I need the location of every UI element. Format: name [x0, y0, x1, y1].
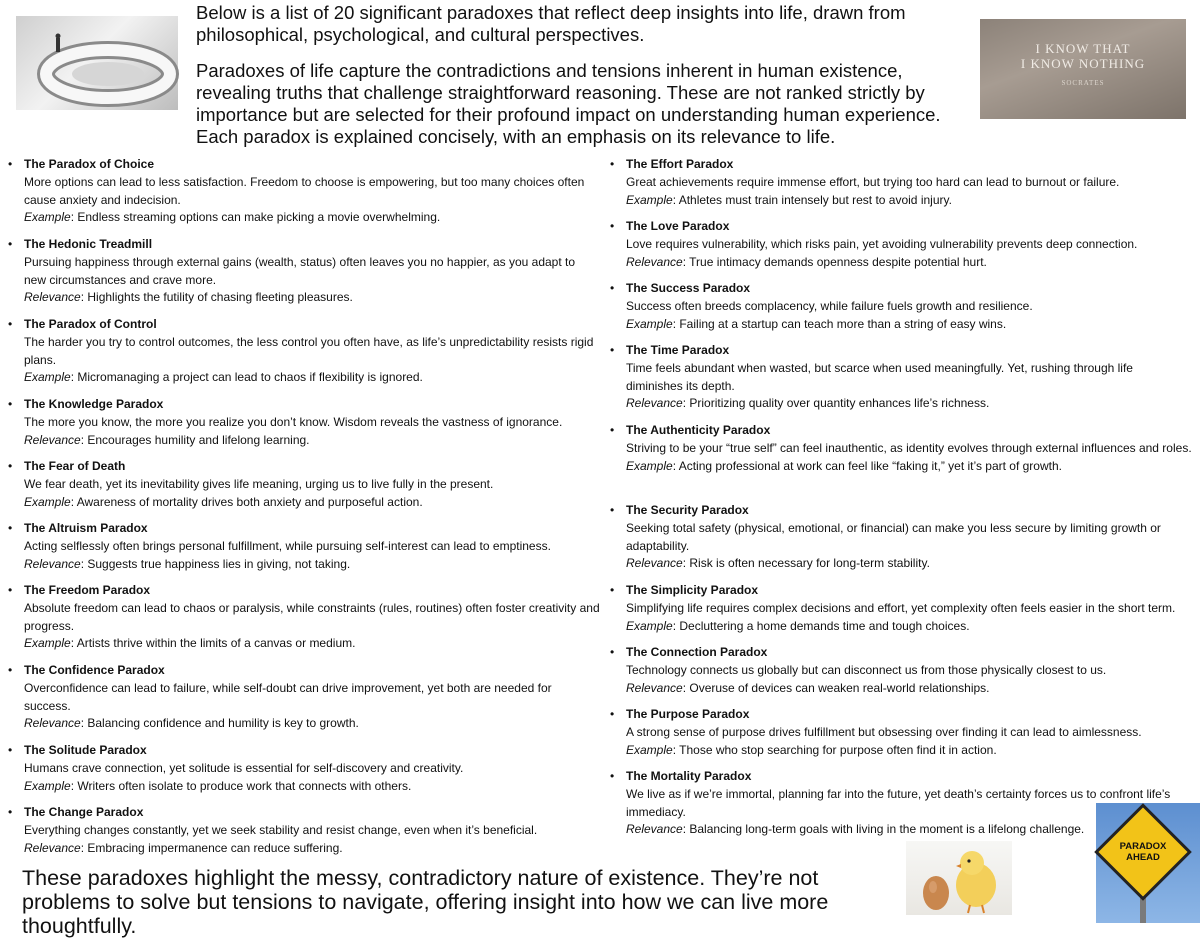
paradox-title: • The Connection Paradox [626, 645, 768, 659]
paradox-title: • The Mortality Paradox [626, 769, 752, 783]
paradox-note: : Suggests true happiness lies in giving, not taking. [80, 556, 351, 571]
paradox-title: • The Freedom Paradox [24, 583, 151, 597]
egg-chick-icon [906, 841, 1012, 915]
paradox-note: : Embracing impermanence can reduce suffering. [80, 840, 343, 855]
paradox-note-label: Relevance [626, 680, 683, 695]
paradox-item [8, 156, 600, 236]
paradox-title: • The Confidence Paradox [24, 663, 165, 677]
intro-line-1: Below is a list of 20 significant paradoxes that reflect deep insights into life, drawn from philosophical, psychological, and cultural perspectives. [196, 2, 906, 45]
paradox-note-label: Example [626, 618, 673, 633]
paradox-note: : Acting professional at work can feel like “faking it,” yet it’s part of growth. [672, 458, 1062, 473]
paradox-note-label: Relevance [626, 822, 683, 837]
paradox-note-label: Relevance [24, 290, 81, 305]
paradox-ahead-sign-image [1096, 803, 1200, 923]
paradox-note-label: Example [626, 458, 673, 473]
paradox-note-label: Example [24, 370, 71, 385]
paradox-note: : Awareness of mortality drives both anxiety and purposeful action. [70, 494, 423, 509]
spiral-illustration [16, 16, 178, 110]
paradox-title: • The Effort Paradox [626, 157, 734, 171]
paradox-description: More options can lead to less satisfaction. Freedom to choose is empowering, but too many choices often cause anxiety and indecision. [24, 174, 585, 207]
paradox-title: • The Change Paradox [24, 805, 144, 819]
paradox-title: • The Fear of Death [24, 459, 126, 473]
paradox-note-label: Relevance [24, 556, 81, 571]
paradox-title: • The Paradox of Control [24, 317, 157, 331]
paradox-description: Overconfidence can lead to failure, while self-doubt can drive improvement, yet both are needed for success. [24, 680, 552, 713]
paradox-note-label: Relevance [626, 254, 683, 269]
paradox-note-label: Relevance [24, 716, 81, 731]
paradox-description: Time feels abundant when wasted, but scarce when used meaningfully. Yet, rushing through life diminishes its depth. [626, 360, 1133, 393]
paradox-note-label: Relevance [626, 396, 683, 411]
paradox-item [610, 502, 1192, 582]
warning-sign-icon [1096, 803, 1200, 923]
paradox-description: The more you know, the more you realize you don’t know. Wisdom reveals the vastness of ignorance. [24, 414, 563, 429]
socrates-stone-image [980, 19, 1186, 119]
paradox-item [8, 582, 600, 662]
paradox-item [8, 662, 600, 742]
closing-statement: These paradoxes highlight the messy, contradictory nature of existence. They’re not problems to solve but tensions to navigate, offering insight into how we can live more thoughtfully. [22, 866, 829, 938]
paradox-description: The harder you try to control outcomes, the less control you often have, as life’s unpredictability resists rigid plans. [24, 334, 594, 367]
paradox-description: We fear death, yet its inevitability gives life meaning, urging us to live fully in the present. [24, 476, 494, 491]
paradox-title: • The Knowledge Paradox [24, 397, 164, 411]
paradox-note: : Encourages humility and lifelong learning. [80, 432, 310, 447]
paradox-item [610, 280, 1192, 342]
paradox-note-label: Example [626, 192, 673, 207]
intro-text [196, 2, 976, 162]
paradox-description: Absolute freedom can lead to chaos or paralysis, while constraints (rules, routines) often foster creativity and progress. [24, 600, 600, 633]
paradox-item [610, 156, 1192, 218]
paradox-note-label: Example [24, 636, 71, 651]
paradox-title: • The Hedonic Treadmill [24, 237, 153, 251]
paradox-note: : Artists thrive within the limits of a canvas or medium. [70, 636, 356, 651]
paradox-item [8, 458, 600, 520]
paradox-description: Great achievements require immense effort, but trying too hard can lead to burnout or failure. [626, 174, 1120, 189]
paradox-title: • The Purpose Paradox [626, 707, 750, 721]
paradox-note: : Prioritizing quality over quantity enhances life’s richness. [682, 396, 990, 411]
paradox-description: Acting selflessly often brings personal fulfillment, while pursuing self-interest can lead to emptiness. [24, 538, 551, 553]
paradox-description: Pursuing happiness through external gains (wealth, status) often leaves you no happier, as you adapt to new circumstances and crave more. [24, 254, 576, 287]
paradox-title: • The Simplicity Paradox [626, 583, 759, 597]
paradox-item [610, 644, 1192, 706]
stone-inscription: I KNOW THAT I KNOW NOTHING [1020, 41, 1146, 71]
paradox-note: : True intimacy demands openness despite potential hurt. [682, 254, 987, 269]
paradox-title: • The Altruism Paradox [24, 521, 148, 535]
paradox-note: : Overuse of devices can weaken real-world relationships. [682, 680, 990, 695]
paradox-note-label: Relevance [24, 432, 81, 447]
paradox-note-label: Example [626, 316, 673, 331]
paradox-item [8, 316, 600, 396]
paradox-note: : Highlights the futility of chasing fleeting pleasures. [80, 290, 353, 305]
paradox-list-left [8, 156, 600, 860]
paradox-item [610, 706, 1192, 768]
paradox-note: : Endless streaming options can make picking a movie overwhelming. [70, 210, 441, 225]
paradox-item [610, 582, 1192, 644]
paradox-note: : Failing at a startup can teach more than a string of easy wins. [672, 316, 1007, 331]
egg-and-chick-image [906, 841, 1012, 915]
paradox-note: : Writers often isolate to produce work that connects with others. [70, 778, 412, 793]
paradox-note: : Balancing confidence and humility is key to growth. [80, 716, 359, 731]
paradox-description: Simplifying life requires complex decisions and effort, yet complexity often feels easier in the short term. [626, 600, 1176, 615]
paradox-note-label: Relevance [24, 840, 81, 855]
spiral-ring-icon [16, 16, 178, 110]
paradox-item [8, 236, 600, 316]
paradox-item [610, 218, 1192, 280]
paradox-description: A strong sense of purpose drives fulfillment but obsessing over finding it can lead to aimlessness. [626, 724, 1142, 739]
paradox-note-label: Example [24, 494, 71, 509]
paradox-item [8, 396, 600, 458]
sign-text: PARADOX AHEAD [1119, 841, 1167, 863]
stone-attribution: SOCRATES [1061, 79, 1105, 87]
intro-line-2: Paradoxes of life capture the contradictions and tensions inherent in human existence, revealing truths that challenge straightforward reasoning. These are not ranked strictly by importance but are selected for their profound impact on understanding human experience. Each paradox is explained concisely, with an emphasis on its relevance to life. [196, 60, 941, 147]
paradox-note: : Micromanaging a project can lead to chaos if flexibility is ignored. [70, 370, 423, 385]
paradox-description: Technology connects us globally but can disconnect us from those physically closest to us. [626, 662, 1107, 677]
paradox-item [8, 804, 600, 860]
paradox-title: • The Authenticity Paradox [626, 423, 771, 437]
paradox-title: • The Solitude Paradox [24, 743, 147, 757]
paradox-item [8, 520, 600, 582]
paradox-description: We live as if we’re immortal, planning far into the future, yet death’s certainty forces us to confront life’s immediacy. [626, 786, 1171, 819]
paradox-note: : Decluttering a home demands time and tough choices. [672, 618, 970, 633]
paradox-title: • The Success Paradox [626, 281, 751, 295]
paradox-note-label: Example [626, 742, 673, 757]
paradox-note: : Balancing long-term goals with living in the moment is a lifelong challenge. [682, 822, 1085, 837]
paradox-item [610, 342, 1192, 422]
paradox-description: Seeking total safety (physical, emotional, or financial) can make you less secure by limiting growth or adaptability. [626, 520, 1161, 553]
paradox-title: • The Love Paradox [626, 219, 730, 233]
paradox-note-label: Example [24, 778, 71, 793]
paradox-description: Love requires vulnerability, which risks pain, yet avoiding vulnerability prevents deep connection. [626, 236, 1138, 251]
paradox-note: : Risk is often necessary for long-term stability. [682, 556, 930, 571]
paradox-title: • The Paradox of Choice [24, 157, 155, 171]
paradox-description: Humans crave connection, yet solitude is essential for self-discovery and creativity. [24, 760, 464, 775]
paradox-note: : Those who stop searching for purpose often find it in action. [672, 742, 997, 757]
paradox-item [8, 742, 600, 804]
paradox-description: Everything changes constantly, yet we seek stability and resist change, even when it’s beneficial. [24, 822, 538, 837]
paradox-description: Success often breeds complacency, while failure fuels growth and resilience. [626, 298, 1033, 313]
paradox-note: : Athletes must train intensely but rest to avoid injury. [672, 192, 952, 207]
paradox-note-label: Relevance [626, 556, 683, 571]
paradox-note-label: Example [24, 210, 71, 225]
paradox-title: • The Security Paradox [626, 503, 749, 517]
paradox-description: Striving to be your “true self” can feel inauthentic, as identity evolves through external influences and roles. [626, 440, 1192, 455]
paradox-item [610, 422, 1192, 502]
paradox-list-right [610, 156, 1192, 840]
paradox-title: • The Time Paradox [626, 343, 730, 357]
